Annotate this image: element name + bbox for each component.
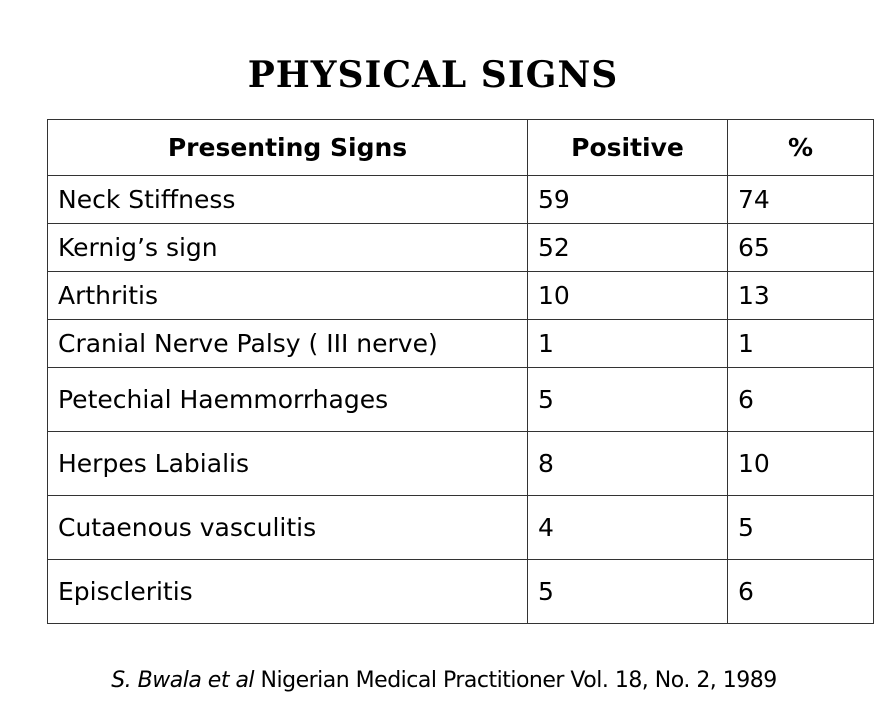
sign-cell: Kernig’s sign: [48, 224, 528, 272]
sign-cell: Herpes Labialis: [48, 432, 528, 496]
positive-cell: 1: [528, 320, 728, 368]
sign-cell: Cutaenous vasculitis: [48, 496, 528, 560]
table-row: [48, 272, 874, 320]
sign-cell: Petechial Haemmorrhages: [48, 368, 528, 432]
table-row: [48, 320, 874, 368]
positive-cell: 4: [528, 496, 728, 560]
sign-cell: Episcleritis: [48, 560, 528, 624]
slide-title: PHYSICAL SIGNS: [247, 54, 619, 96]
table-row: [48, 176, 874, 224]
positive-cell: 8: [528, 432, 728, 496]
table-row: [48, 560, 874, 624]
table-row: [48, 224, 874, 272]
percent-cell: 13: [728, 272, 874, 320]
positive-cell: 5: [528, 560, 728, 624]
table-row: [48, 432, 874, 496]
percent-cell: 6: [728, 368, 874, 432]
positive-cell: 5: [528, 368, 728, 432]
physical-signs-table: [47, 119, 874, 624]
positive-cell: 52: [528, 224, 728, 272]
percent-cell: 5: [728, 496, 874, 560]
column-header-percent: %: [728, 120, 874, 176]
percent-cell: 10: [728, 432, 874, 496]
percent-cell: 74: [728, 176, 874, 224]
sign-cell: Arthritis: [48, 272, 528, 320]
sign-cell: Neck Stiffness: [48, 176, 528, 224]
column-header-presenting-signs: Presenting Signs: [48, 120, 528, 176]
citation-source: Nigerian Medical Practitioner Vol. 18, No. 2, 1989: [254, 668, 777, 693]
percent-cell: 65: [728, 224, 874, 272]
citation: [0, 668, 888, 693]
citation-authors: S. Bwala et al: [111, 668, 255, 693]
sign-cell: Cranial Nerve Palsy ( III nerve): [48, 320, 528, 368]
table-row: [48, 496, 874, 560]
table-row: [48, 368, 874, 432]
positive-cell: 10: [528, 272, 728, 320]
percent-cell: 1: [728, 320, 874, 368]
percent-cell: 6: [728, 560, 874, 624]
table-header-row: [48, 120, 874, 176]
positive-cell: 59: [528, 176, 728, 224]
column-header-positive: Positive: [528, 120, 728, 176]
